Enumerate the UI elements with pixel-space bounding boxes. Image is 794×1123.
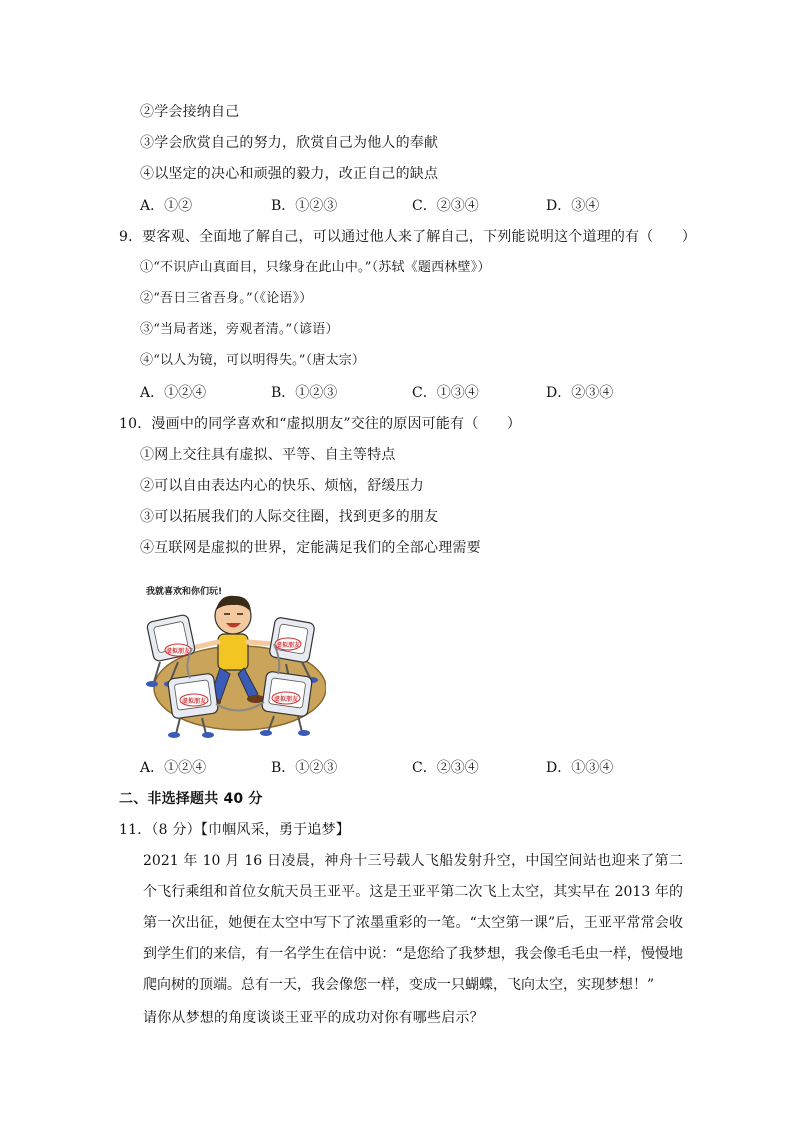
q11-header: 11．（8 分）【巾帼风采，勇于追梦】 (119, 822, 350, 838)
q9-option-a: A．①②④ (140, 385, 207, 401)
q9-item-1: ①“不识庐山真面目，只缘身在此山中。”（苏轼《题西林壁》） (140, 260, 491, 275)
q10-option-c: C．②③④ (412, 760, 479, 776)
q9-item-3: ③“当局者迷，旁观者清。”（谚语） (140, 322, 339, 337)
q10-stem: 10．漫画中的同学喜欢和“虚拟朋友”交往的原因可能有（ ） (119, 416, 522, 432)
q8-item-4: ④以坚定的决心和顽强的毅力，改正自己的缺点 (140, 166, 439, 182)
q9-option-b: B．①②③ (271, 385, 338, 401)
q8-item-3: ③学会欣赏自己的努力，欣赏自己为他人的奉献 (140, 135, 439, 151)
q10-option-a: A．①②④ (140, 760, 207, 776)
screen-label-right: 虚拟朋友 (275, 642, 301, 649)
q10-option-d: D．①③④ (546, 760, 614, 776)
q10-item-4: ④互联网是虚拟的世界，定能满足我们的全部心理需要 (140, 540, 481, 556)
q9-item-4: ④“以人为镜，可以明得失。”（唐太宗） (140, 353, 366, 368)
q10-item-1: ①网上交往具有虚拟、平等、自主等特点 (140, 447, 396, 463)
q8-option-b: B．①②③ (271, 198, 338, 214)
q10-item-3: ③可以拓展我们的人际交往圈，找到更多的朋友 (140, 509, 439, 525)
virtual-friends-cartoon (140, 578, 326, 740)
q8-item-2: ②学会接纳自己 (140, 104, 240, 120)
q10-options (140, 758, 700, 778)
q11-passage (143, 846, 683, 1001)
screen-label-left: 虚拟朋友 (165, 648, 191, 655)
q9-item-2: ②“吾日三省吾身。”（《论语》） (140, 291, 313, 306)
section-heading: 二、非选择题共 40 分 (119, 791, 263, 807)
speech-text: 我就喜欢和你们玩! (146, 587, 223, 597)
q11-question: 请你从梦想的角度谈谈王亚平的成功对你有哪些启示？ (143, 1010, 484, 1026)
q8-option-d: D．③④ (546, 198, 600, 214)
q11-passage-text: 2021 年 10 月 16 日凌晨，神舟十三号载人飞船发射升空，中国空间站也迎来了第二个飞行乘组和首位女航天员王亚平。这是王亚平第二次飞上太空，其实早在 2013 年的第一次出征，她便在太空中写下了浓墨重彩的一笔。“太空第一课”后，王亚平常常会收到学生们的来信，有一名学生在信中说：“是您给了我梦想，我会像毛毛虫一样，慢慢地爬向树的顶端。总有一天，我会像您一样，变成一只蝴蝶，飞向太空，实现梦想！” (143, 853, 683, 993)
q9-option-d: D．②③④ (546, 385, 614, 401)
q9-option-c: C．①③④ (412, 385, 479, 401)
screen-label-bottom-left: 虚拟朋友 (181, 698, 207, 705)
q8-options (140, 196, 700, 216)
q9-stem: 9．要客观、全面地了解自己，可以通过他人来了解自己，下列能说明这个道理的有（ ） (119, 229, 697, 245)
q8-option-a: A．①② (140, 198, 193, 214)
q9-options (140, 383, 700, 403)
q10-option-b: B．①②③ (271, 760, 338, 776)
q8-option-c: C．②③④ (412, 198, 479, 214)
screen-label-bottom-right: 虚拟朋友 (273, 696, 299, 703)
q10-item-2: ②可以自由表达内心的快乐、烦恼，舒缓压力 (140, 478, 424, 494)
